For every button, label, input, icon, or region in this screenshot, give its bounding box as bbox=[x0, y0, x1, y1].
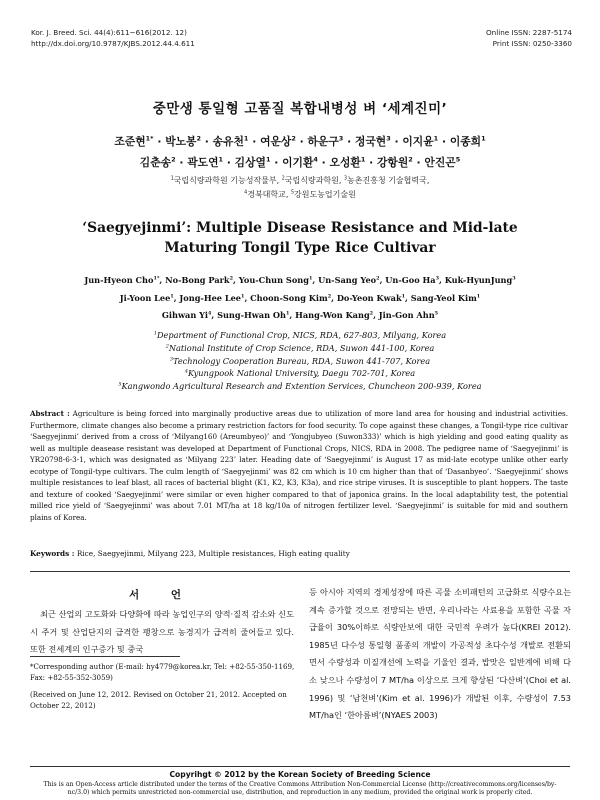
affiliation-english-text: Kangwondo Agricultural Research and Extention Services, Chuncheon 200-939, Korea bbox=[121, 381, 482, 392]
affiliation-korean-text: 농촌진흥청 기술협력국, bbox=[347, 176, 430, 185]
affiliations-korean-line-1 bbox=[50, 174, 550, 188]
footnotes bbox=[30, 661, 296, 717]
affiliation-english-mark: 5 bbox=[118, 381, 122, 388]
corresponding-author-note: *Corresponding author (E-mail: hy4779@korea.kr, Tel: +82-55-350-1169, Fax: +82-55-352-3059) bbox=[30, 662, 295, 682]
author-korean-name: 정국현 bbox=[354, 135, 387, 148]
author-korean-affiliation-mark: 1 bbox=[265, 155, 271, 164]
author-korean-affiliation-mark: 5 bbox=[455, 155, 461, 164]
affiliations-korean bbox=[50, 174, 550, 202]
affiliation-english-mark: 2 bbox=[165, 343, 169, 350]
author-english-affiliation-mark: 3 bbox=[512, 275, 516, 282]
author-english-separator: , bbox=[289, 310, 296, 320]
footnote-divider bbox=[30, 656, 180, 657]
section-divider bbox=[30, 571, 570, 572]
author-english-name: Un-Goo Ha bbox=[385, 275, 436, 285]
author-korean-affiliation-mark: 1 bbox=[481, 134, 486, 143]
author-english-affiliation-mark: 5 bbox=[434, 310, 439, 317]
author-korean-name: 곽도연 bbox=[187, 156, 219, 169]
author-korean-separator: · bbox=[390, 135, 403, 148]
author-english-separator: , bbox=[379, 275, 386, 285]
title-english bbox=[40, 218, 560, 258]
author-korean-name: 여운상 bbox=[260, 135, 292, 148]
author-english-separator: , bbox=[173, 292, 180, 303]
author-english-name: No-Bong Park bbox=[165, 275, 230, 285]
author-korean-separator: · bbox=[153, 135, 166, 148]
author-english-affiliation-mark: 4 bbox=[207, 310, 212, 317]
author-korean-name: 김상열 bbox=[234, 156, 266, 169]
affiliation-english-line bbox=[30, 355, 570, 368]
title-english-line-2: Maturing Tongil Type Rice Cultivar bbox=[164, 240, 436, 256]
author-english-name: Hang-Won Kang bbox=[295, 310, 370, 320]
author-english-separator: , bbox=[405, 292, 411, 303]
authors-korean bbox=[40, 131, 560, 173]
author-english-separator: , bbox=[233, 275, 239, 285]
author-korean-affiliation-mark: 3 bbox=[338, 134, 344, 143]
author-korean-affiliation-mark: 1* bbox=[145, 134, 154, 143]
affiliation-english-line bbox=[30, 342, 570, 355]
affiliation-english-mark: 1 bbox=[153, 330, 157, 337]
author-english-name: Do-Yeon Kwak bbox=[336, 292, 402, 303]
author-korean-affiliation-mark: 2 bbox=[171, 155, 176, 164]
author-korean-affiliation-mark: 3 bbox=[386, 134, 391, 143]
author-english-separator: , bbox=[312, 275, 319, 285]
author-english-affiliation-mark: 2 bbox=[376, 275, 380, 282]
author-english-affiliation-mark: 2 bbox=[327, 292, 332, 299]
author-korean-separator: · bbox=[343, 135, 355, 148]
author-english-name: Jin-Gon Ahn bbox=[378, 310, 435, 320]
author-korean-name: 이종희 bbox=[449, 135, 482, 148]
keywords-label: Keywords : bbox=[30, 549, 75, 558]
journal-citation: Kor. J. Breed. Sci. 44(4):611~616(2012. 12) bbox=[31, 28, 187, 37]
affiliation-english-line bbox=[30, 380, 570, 393]
keywords-text: Rice, Saegyejinmi, Milyang 223, Multiple resistances, High eating quality bbox=[76, 549, 350, 558]
author-korean-affiliation-mark: 2 bbox=[291, 134, 296, 143]
author-english-name: Un-Sang Yeo bbox=[318, 275, 377, 285]
author-korean-name: 김춘송 bbox=[139, 156, 172, 169]
journal-header bbox=[31, 27, 195, 49]
affiliation-korean-mark: 2 bbox=[281, 176, 285, 182]
affiliations-korean-line-2 bbox=[50, 188, 550, 202]
author-korean-affiliation-mark: 2 bbox=[196, 134, 201, 143]
affiliation-korean-text: 경북대학교, bbox=[247, 190, 291, 199]
online-issn: Online ISSN: 2287-5174 bbox=[486, 28, 572, 37]
author-english-affiliation-mark: 2 bbox=[229, 275, 234, 282]
author-english-separator: , bbox=[373, 310, 379, 320]
affiliation-korean-mark: 4 bbox=[244, 190, 248, 196]
author-english-separator: , bbox=[331, 292, 337, 303]
author-english-separator: , bbox=[244, 292, 251, 303]
authors-english bbox=[30, 272, 570, 325]
copyright-notice: Copyrihgt © 2012 by the Korean Society of Breeding Science bbox=[169, 770, 431, 779]
author-english-name: Kuk-HyunJung bbox=[444, 275, 513, 285]
section-heading-introduction: 서 언 bbox=[129, 589, 195, 601]
affiliation-english-line bbox=[30, 329, 570, 342]
author-english-name: Jun-Hyeon Cho bbox=[84, 275, 154, 285]
author-korean-separator: · bbox=[365, 156, 377, 169]
author-korean-separator: · bbox=[412, 156, 425, 169]
issn-header bbox=[486, 27, 572, 49]
author-english-affiliation-mark: 1 bbox=[476, 292, 481, 299]
authors-english-line-2 bbox=[30, 290, 570, 308]
affiliation-english-mark: 4 bbox=[184, 368, 189, 375]
author-english-separator: , bbox=[438, 275, 445, 285]
author-korean-affiliation-mark: 2 bbox=[408, 155, 413, 164]
print-issn: Print ISSN: 0250-3360 bbox=[492, 39, 572, 48]
license-notice: This is an Open-Access article distributed under the terms of the Creative Commons Attribution Non-Commercial License (http://creativecommons.org/licenses/by-nc/3.0) which permits unrestricted non-commercial use, distribution, and reproduction in any medium, provided the original work is properly cited. bbox=[43, 781, 557, 797]
author-korean-affiliation-mark: 1 bbox=[360, 155, 366, 164]
authors-english-line-1 bbox=[30, 272, 570, 290]
authors-korean-line-2 bbox=[40, 152, 560, 173]
author-english-affiliation-mark: 1 bbox=[308, 275, 313, 282]
author-english-separator: , bbox=[159, 275, 166, 285]
doi-link[interactable]: http://dx.doi.org/10.9787/KJBS.2012.44.4.611 bbox=[31, 39, 195, 48]
intro-paragraph-right: 등 아시아 지역의 경제성장에 따른 곡물 소비패턴의 고급화로 식량수요는 계속 증가할 것으로 전망되는 반면, 우리나라는 사료용을 포함한 곡물 자급율이 30%이하로 식량안보에 대한 국민적 우려가 높다(KREI 2012). 1985년 다수성 통일형 품종의 개발이 가공적성 초다수성 개발로 전환되면서 수량성과 미질개선에 노력을 기울인 결과, 밥맛은 일반계에 비해 다소 낮으나 수량성이 7 MT/ha 이상으로 크게 향상된 ‘다산벼’(Choi et al. 1996) 및 ‘남천벼’(Kim et al. 1996)가 개발된 이후, 수량성이 7.53 MT/ha인 ‘한아름벼’(NYAES 2003) bbox=[309, 587, 571, 721]
author-english-name: Jong-Hee Lee bbox=[179, 292, 242, 303]
author-korean-name: 강항원 bbox=[376, 156, 409, 169]
affiliation-english-text: Technology Cooperation Bureau, RDA, Suwon 441-707, Korea bbox=[173, 355, 431, 366]
author-korean-name: 송유천 bbox=[212, 135, 244, 148]
author-korean-affiliation-mark: 1 bbox=[433, 134, 439, 143]
affiliation-korean-mark: 1 bbox=[170, 176, 174, 182]
author-english-name: Sung-Hwan Oh bbox=[217, 310, 286, 320]
affiliation-english-mark: 3 bbox=[169, 355, 173, 362]
author-english-affiliation-mark: 1 bbox=[241, 292, 245, 299]
authors-english-line-3 bbox=[30, 307, 570, 325]
author-english-affiliation-mark: 3 bbox=[435, 275, 439, 282]
affiliation-english-text: Department of Functional Crop, NICS, RDA, 627-803, Milyang, Korea bbox=[156, 330, 447, 340]
author-english-affiliation-mark: 1* bbox=[153, 275, 160, 282]
received-dates-note: (Received on June 12, 2012. Revised on October 21, 2012. Accepted on October 22, 2012) bbox=[30, 690, 287, 710]
title-english-line-1: ‘Saegyejinmi’: Multiple Disease Resistance and Mid-late bbox=[82, 220, 518, 236]
intro-paragraph-left: 최근 산업의 고도화와 다양화에 따라 농업인구의 양적·질적 감소와 신도시 주거 및 산업단지의 급격한 팽창으로 농경지가 급격히 줄어들고 있다. 또한 전세계의 인구증가 및 중국 bbox=[30, 609, 294, 655]
author-english-name: Gihwan Yi bbox=[161, 310, 208, 320]
affiliation-korean-text: 국립식량과학원, bbox=[284, 176, 344, 185]
author-english-name: Ji-Yoon Lee bbox=[119, 292, 171, 303]
author-english-affiliation-mark: 2 bbox=[369, 310, 374, 317]
author-korean-name: 조준현 bbox=[114, 135, 146, 148]
author-korean-separator: · bbox=[175, 156, 188, 169]
affiliation-korean-text: 국립식량과학원 기능성작물부, bbox=[173, 176, 282, 185]
affiliation-english-text: National Institute of Crop Science, RDA, Suwon 441-100, Korea bbox=[168, 342, 435, 353]
abstract-label: Abstract : bbox=[30, 409, 70, 418]
author-english-separator: , bbox=[211, 310, 218, 320]
author-english-affiliation-mark: 1 bbox=[285, 310, 290, 317]
affiliation-english-line bbox=[30, 367, 570, 380]
author-korean-separator: · bbox=[295, 135, 308, 148]
affiliations-english bbox=[30, 329, 570, 393]
author-korean-name: 오성환 bbox=[329, 156, 361, 169]
author-english-name: Sang-Yeol Kim bbox=[410, 292, 477, 303]
author-korean-name: 이기환 bbox=[282, 156, 314, 169]
author-korean-affiliation-mark: 4 bbox=[313, 155, 318, 164]
author-korean-separator: · bbox=[317, 156, 330, 169]
abstract-text: Agriculture is being forced into marginally productive areas due to utilization of more land area for housing and industrial activities. Furthermore, climate changes also become a primary restriction factors for food security. To cope against these changes, a Tongil-type rice cultivar ‘Saegyejinmi’ derived from a cross of ‘Milyang160 (Areumbyeo)’ and ‘Yongjubyeo (Suwon333)’ which is high yielding and good eating quality as well as multiple deasease resistant was developed at Department of Functional Crops, NICS, RDA in 2008. The pedigree name of ‘Saegyejinmi’ is YR20798-6-3-1, which was designated as ‘Milyang 223’ later. Heading date of ‘Saegyejinmi’ is August 17 as mid-late ecotype unlike other early ecotype of Tongil-type cultivars. The culm length of ‘Saegyejinmi’ was 82 cm which is 10 cm higher than that of ‘Dasanbyeo’. ‘Saegyejinmi’ shows multiple resistances to leaf blast, all races of bacterial blight (K1, K2, K3, K3a), and rice stripe viruses. It is susceptible to plant hoppers. The taste and texture of cooked ‘Saegyejinmi’ were similar or even higher compared to that of japonica grains. In the local adaptability test, the potential milled rice yield of ‘Saegyejinmi’ was about 7.01 MT/ha at 18 kg/10a of nitrogen fertilizer level. ‘Saegyejinmi’ is suitable for mid and southern plains of Korea. bbox=[30, 409, 568, 522]
author-korean-separator: · bbox=[248, 135, 261, 148]
title-korean: 중만생 통일형 고품질 복합내병성 벼 ‘세계진미’ bbox=[152, 101, 448, 117]
keywords bbox=[30, 548, 568, 559]
footer-divider bbox=[30, 766, 570, 767]
author-korean-affiliation-mark: 1 bbox=[243, 134, 249, 143]
author-korean-name: 안진곤 bbox=[424, 156, 456, 169]
author-korean-separator: · bbox=[438, 135, 450, 148]
author-korean-affiliation-mark: 1 bbox=[218, 155, 224, 164]
author-korean-name: 하운구 bbox=[307, 135, 339, 148]
affiliation-korean-text: 강원도농업기술원 bbox=[294, 190, 356, 199]
authors-korean-line-1 bbox=[40, 131, 560, 152]
affiliation-english-text: Kyungpook National University, Daegu 702-701, Korea bbox=[188, 368, 416, 379]
author-english-affiliation-mark: 1 bbox=[170, 292, 174, 299]
affiliation-korean-mark: 5 bbox=[290, 190, 295, 196]
author-english-name: You-Chun Song bbox=[238, 275, 309, 285]
author-korean-name: 이지윤 bbox=[402, 135, 434, 148]
author-korean-separator: · bbox=[270, 156, 283, 169]
affiliation-korean-mark: 3 bbox=[343, 176, 348, 182]
author-korean-separator: · bbox=[223, 156, 235, 169]
author-korean-name: 박노봉 bbox=[165, 135, 197, 148]
author-english-name: Choon-Song Kim bbox=[250, 292, 328, 303]
author-english-affiliation-mark: 1 bbox=[401, 292, 406, 299]
author-korean-separator: · bbox=[201, 135, 213, 148]
abstract bbox=[30, 408, 568, 523]
